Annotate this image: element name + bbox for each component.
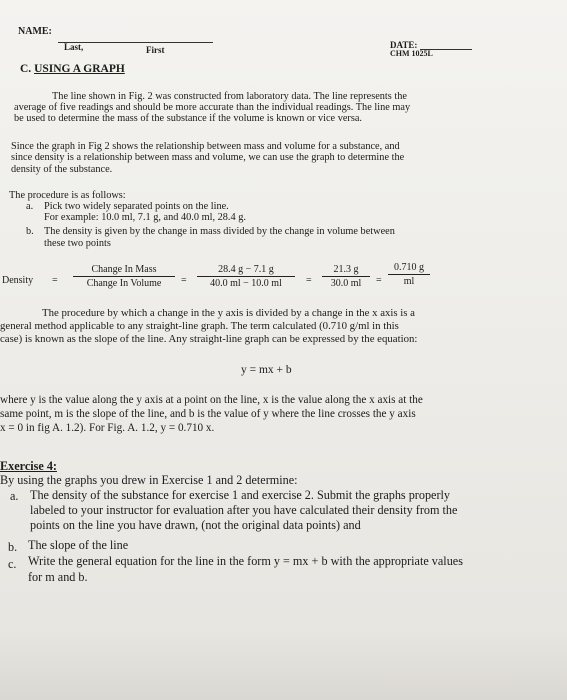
fraction-computed-values (197, 264, 295, 289)
exercise-b-label: b. (8, 540, 18, 554)
exercise-c-label: c. (8, 557, 17, 571)
para3-line1: The procedure by which a change in the y axis is divided by a change in the x axis is a (42, 307, 415, 319)
line-equation: y = mx + b (241, 364, 292, 376)
procedure-a-label: a. (26, 201, 34, 212)
name-label: NAME: (18, 26, 52, 37)
last-label: Last, (64, 42, 84, 52)
procedure-a-line2: For example: 10.0 ml, 7.1 g, and 40.0 ml, 28.4 g. (44, 212, 246, 223)
para4-line2: same point, m is the slope of the line, and b is the value of y where the line crosses the y axis (0, 408, 416, 420)
fraction4-denominator: ml (403, 276, 415, 287)
exercise-title: Exercise 4: (0, 459, 57, 473)
para2-line2: since density is a relationship between mass and volume, we can use the graph to determine the (11, 152, 405, 163)
para3-line3: case) is known as the slope of the line. Any straight-line graph can be expressed by the equation: (0, 333, 418, 345)
fraction1-denominator: Change In Volume (86, 278, 162, 289)
fraction-result (388, 262, 430, 287)
exercise-c-line1: Write the general equation for the line in the form y = mx + b with the appropriate values (28, 554, 463, 568)
exercise-a-line1: The density of the substance for exercise 1 and exercise 2. Submit the graphs properly (30, 488, 450, 502)
date-label: DATE: (390, 40, 418, 50)
exercise-c-line2: for m and b. (28, 570, 88, 584)
fraction3-denominator: 30.0 ml (330, 278, 362, 289)
exercise-b-text: The slope of the line (28, 538, 129, 552)
para1-line3: be used to determine the mass of the substance if the volume is known or vice versa. (14, 113, 362, 124)
procedure-a-line1: Pick two widely separated points on the line. (44, 201, 229, 212)
fraction3-numerator: 21.3 g (322, 264, 370, 277)
exercise-a-label: a. (10, 489, 19, 503)
para4-line3: x = 0 in fig A. 1.2). For Fig. A. 1.2, y = 0.710 x. (0, 422, 215, 434)
fraction2-numerator: 28.4 g − 7.1 g (197, 264, 295, 277)
procedure-intro: The procedure is as follows: (9, 190, 126, 201)
procedure-b-line1: The density is given by the change in mass divided by the change in volume between (44, 226, 395, 237)
photo-shadow (0, 630, 567, 700)
density-label: Density (2, 275, 34, 286)
first-label: First (146, 45, 165, 55)
fraction4-numerator: 0.710 g (388, 262, 430, 275)
procedure-b-label: b. (26, 226, 34, 237)
section-title: C. USING A GRAPH (20, 63, 125, 75)
fraction2-denominator: 40.0 ml − 10.0 ml (210, 278, 282, 289)
exercise-a-line2: labeled to your instructor for evaluation after you have calculated their density from the (30, 503, 458, 517)
para4-line1: where y is the value along the y axis at a point on the line, x is the value along the x axis at the (0, 394, 423, 406)
equals-1: = (52, 275, 58, 286)
fraction-change-mass-volume (73, 264, 175, 289)
para3-line2: general method applicable to any straight-line graph. The term calculated (0.710 g/ml in this (0, 320, 399, 332)
course-label: CHM 1025L (390, 49, 433, 58)
exercise-a-line3: points on the line you have drawn, (not the original data points) and (30, 518, 361, 532)
para2-line3: density of the substance. (11, 164, 113, 175)
equals-4: = (376, 275, 382, 286)
fraction1-numerator: Change In Mass (73, 264, 175, 277)
equals-2: = (181, 275, 187, 286)
equals-3: = (306, 275, 312, 286)
para1-line2: average of five readings and should be more accurate than the individual readings. The line may (14, 102, 411, 113)
para2-line1: Since the graph in Fig 2 shows the relationship between mass and volume for a substance, and (11, 141, 400, 152)
procedure-b-line2: these two points (44, 238, 111, 249)
exercise-intro: By using the graphs you drew in Exercise 1 and 2 determine: (0, 473, 298, 487)
para1-line1: The line shown in Fig. 2 was constructed from laboratory data. The line represents the (52, 91, 407, 102)
fraction-differences (322, 264, 370, 289)
